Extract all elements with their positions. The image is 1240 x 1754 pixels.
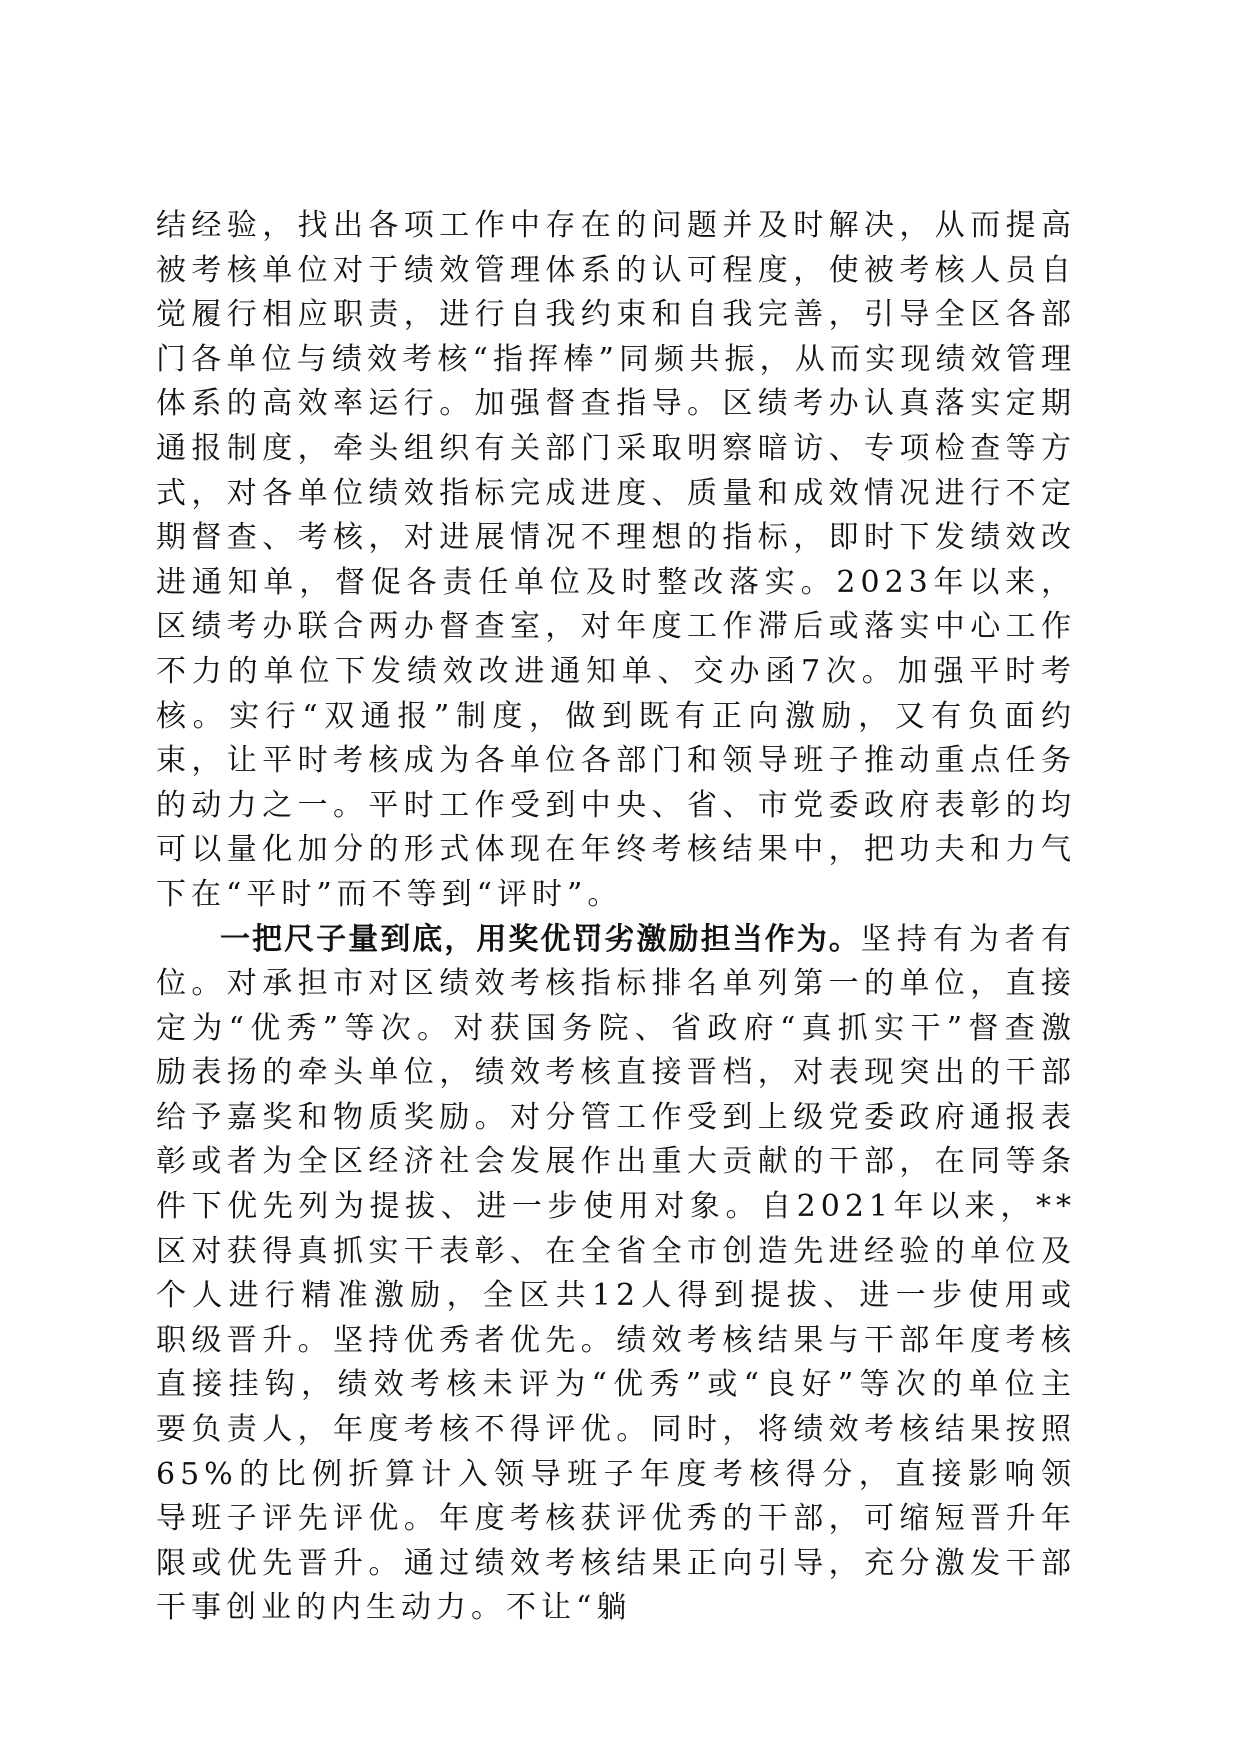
paragraph-incentive xyxy=(156,918,1076,1632)
paragraph-incentive-body: 坚持有为者有位。对承担市对区绩效考核指标排名单列第一的单位，直接定为“优秀”等次。对获国务院、省政府“真抓实干”督查激励表扬的牵头单位，绩效考核直接晋档，对表现突出的干部给予嘉奖和物质奖励。对分管工作受到上级党委政府通报表彰或者为全区经济社会发展作出重大贡献的干部，在同等条件下优先列为提拔、进一步使用对象。自2021年以来，**区对获得真抓实干表彰、在全省全市创造先进经验的单位及个人进行精准激励，全区共12人得到提拔、进一步使用或职级晋升。坚持优秀者优先。绩效考核结果与干部年度考核直接挂钩，绩效考核未评为“优秀”或“良好”等次的单位主要负责人，年度考核不得评优。同时，将绩效考核结果按照65%的比例折算计入领导班子年度考核得分，直接影响领导班子评先评优。年度考核获评优秀的干部，可缩短晋升年限或优先晋升。通过绩效考核结果正向引导，充分激发干部干事创业的内生动力。不让“躺 xyxy=(156,921,1077,1626)
document-body xyxy=(156,204,1076,1631)
paragraph-continuation: 结经验，找出各项工作中存在的问题并及时解决，从而提高被考核单位对于绩效管理体系的认可程度，使被考核人员自觉履行相应职责，进行自我约束和自我完善，引导全区各部门各单位与绩效考核“指挥棒”同频共振，从而实现绩效管理体系的高效率运行。加强督查指导。区绩考办认真落实定期通报制度，牵头组织有关部门采取明察暗访、专项检查等方式，对各单位绩效指标完成进度、质量和成效情况进行不定期督查、考核，对进展情况不理想的指标，即时下发绩效改进通知单，督促各责任单位及时整改落实。2023年以来，区绩考办联合两办督查室，对年度工作滞后或落实中心工作不力的单位下发绩效改进通知单、交办函7次。加强平时考核。实行“双通报”制度，做到既有正向激励，又有负面约束，让平时考核成为各单位各部门和领导班子推动重点任务的动力之一。平时工作受到中央、省、市党委政府表彰的均可以量化加分的形式体现在年终考核结果中，把功夫和力气下在“平时”而不等到“评时”。 xyxy=(156,208,1076,912)
paragraph-lead-heading: 一把尺子量到底，用奖优罚劣激励担当作为。 xyxy=(220,921,861,957)
